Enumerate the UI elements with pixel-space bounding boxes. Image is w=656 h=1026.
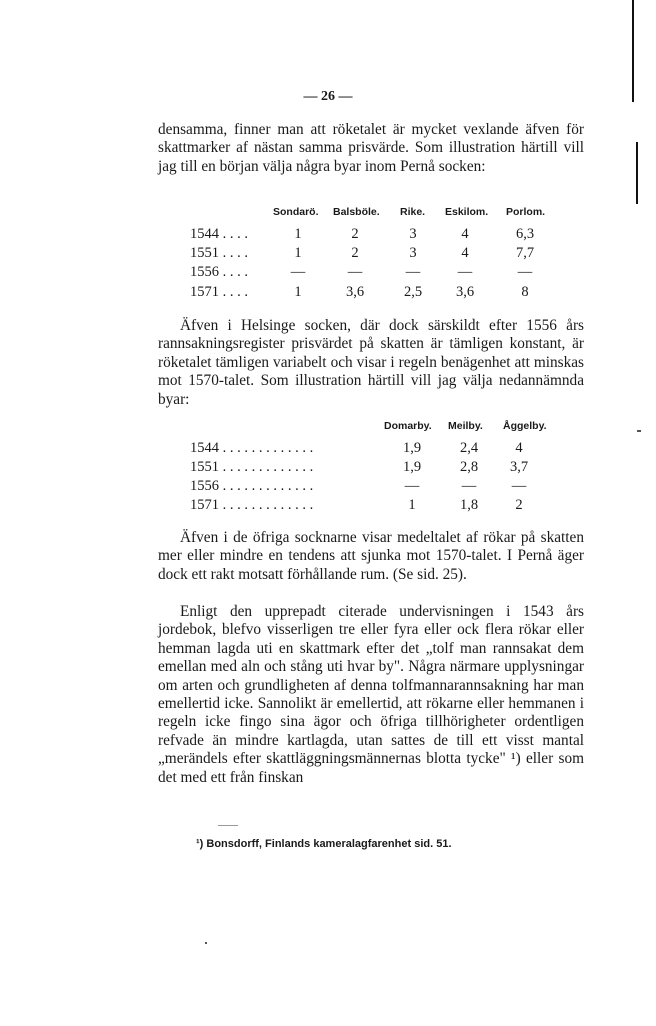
table-cell: — (517, 264, 533, 280)
table-cell: 3,6 (455, 284, 475, 300)
table-cell: 4 (461, 245, 469, 261)
column-header: Sondarö. (273, 206, 319, 218)
table-cell: — (457, 264, 473, 280)
table-cell: — (461, 478, 477, 494)
table-cell: 3 (409, 226, 417, 242)
row-year: 1551 . . . . (190, 245, 248, 261)
row-year: 1571 . . . . (190, 284, 248, 300)
row-year: 1551 . . . . . . . . . . . . . (190, 459, 314, 475)
table-cell: 1,8 (459, 497, 479, 513)
column-header: Domarby. (384, 420, 432, 432)
column-header: Eskilom. (445, 206, 489, 218)
table-row (190, 478, 590, 496)
table-cell: — (404, 478, 420, 494)
table-cell: 1,9 (402, 440, 422, 456)
table-row (190, 284, 590, 302)
paragraph-1: densamma, finner man att röketalet är mycket vexlande äfven för skattmarker af nästan samma prisvärde. Som illustration härtill vill jag till en början välja några byar inom Pernå socken: (158, 121, 584, 175)
table-cell: 1 (294, 226, 302, 242)
footnote: ¹) Bonsdorff, Finlands kameralagfarenhet sid. 51. (196, 838, 452, 850)
paragraph-4: Enligt den upprepadt citerade undervisningen i 1543 års jordebok, blefvo visserligen tre eller fyra eller ock flera rökar eller hemman lagda uti en skattmark efter det „tolf man rannsakat dem emellan med aln och stång uti hvar by". Några närmare upplysningar om arten och grundligheten af denna tolfmannarannsakning har man emellertid icke. Sannolikt är emellertid, att rökarne eller hemmanen i regeln icke fingo sina ägor och öfriga tillhörigheter ordentligen refvade än mindre kartlagda, utan sattes de till ett visst mantal „merändels efter skattläggningsmännernas blotta tycke" ¹) eller som det med ett från finskan (158, 603, 584, 786)
column-header: Rike. (400, 206, 426, 218)
row-year: 1556 . . . . (190, 264, 248, 280)
table-cell: 1 (294, 245, 302, 261)
table-cell: — (511, 478, 527, 494)
table-row (190, 264, 590, 282)
table-cell: 2,5 (403, 284, 423, 300)
paragraph-3: Äfven i de öfriga socknarne visar medeltalet af rökar på skatten mer eller mindre en tendens att sjunka mot 1570-talet. I Pernå äger dock ett rakt motsatt förhållande rum. (Se sid. 25). (158, 529, 584, 583)
scan-edge-mark-top (632, 0, 634, 102)
table-cell: 3,6 (345, 284, 365, 300)
table-cell: 2 (515, 497, 523, 513)
scan-speck (637, 430, 641, 432)
table-row (190, 440, 590, 458)
column-header: Balsböle. (333, 206, 380, 218)
footnote-divider (218, 825, 238, 826)
row-year: 1544 . . . . . . . . . . . . . (190, 440, 314, 456)
table-cell: 2 (351, 245, 359, 261)
table-cell: 6,3 (515, 226, 535, 242)
table-cell: 1 (408, 497, 416, 513)
table-cell: 8 (521, 284, 529, 300)
column-header: Porlom. (506, 206, 546, 218)
scan-edge-mark-middle (636, 142, 638, 204)
column-header: Meilby. (448, 420, 483, 432)
table-cell: 2,4 (459, 440, 479, 456)
table-row (190, 245, 590, 263)
paragraph-2: Äfven i Helsinge socken, där dock särskildt efter 1556 års rannsakningsregister prisvärdet på skatten är tämligen konstant, är röketalet tämligen variabelt och visar i regeln benägenhet att minskas mot 1570-talet. Som illustration härtill vill jag välja nedannämnda byar: (158, 317, 584, 408)
table-cell: 7,7 (515, 245, 535, 261)
table-row (190, 459, 590, 477)
table-cell: 3 (409, 245, 417, 261)
row-year: 1571 . . . . . . . . . . . . . (190, 497, 314, 513)
table-cell: 1,9 (402, 459, 422, 475)
column-header: Åggelby. (503, 420, 547, 432)
table-row (190, 226, 590, 244)
table-cell: 1 (294, 284, 302, 300)
page-number: — 26 — (303, 89, 353, 104)
scan-speck (205, 942, 207, 944)
table-cell: 2,8 (459, 459, 479, 475)
table-cell: 3,7 (509, 459, 529, 475)
row-year: 1556 . . . . . . . . . . . . . (190, 478, 314, 494)
row-year: 1544 . . . . (190, 226, 248, 242)
table-cell: — (405, 264, 421, 280)
table-cell: — (347, 264, 363, 280)
table-cell: 4 (515, 440, 523, 456)
table-cell: 4 (461, 226, 469, 242)
table-cell: 2 (351, 226, 359, 242)
table-cell: — (290, 264, 306, 280)
table-row (190, 497, 590, 515)
